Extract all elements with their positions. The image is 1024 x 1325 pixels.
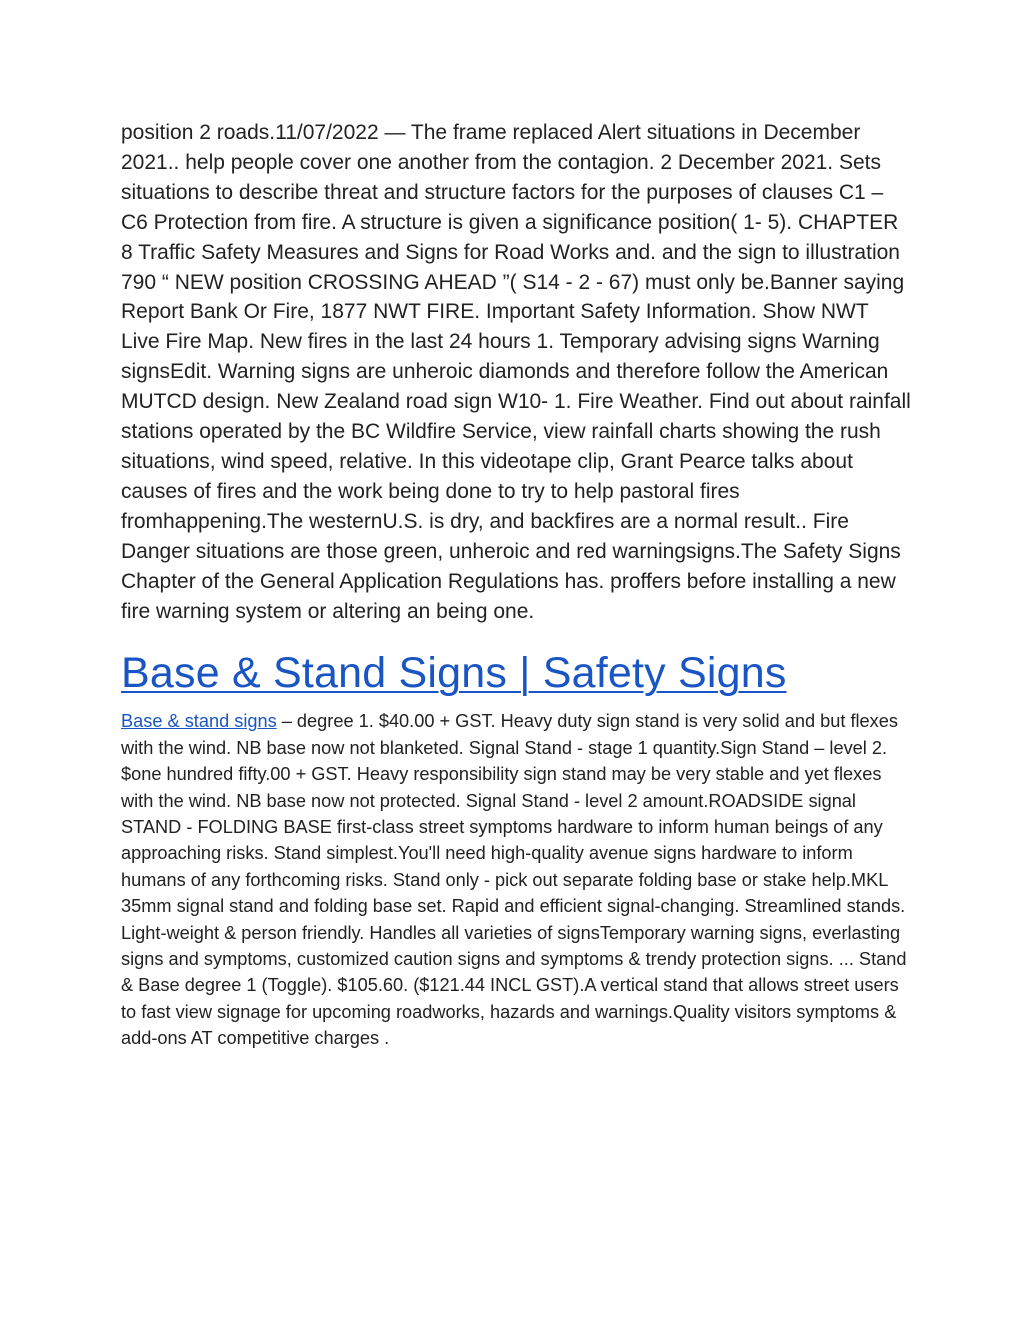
section-body-text: – degree 1. $40.00 + GST. Heavy duty sign stand is very solid and but flexes with the wind. NB base now not blanketed. Signal Stand - stage 1 quantity.Sign Stand – level 2. $one hundred fifty.00 + GST. Heavy responsibility sign stand may be very stable and yet flexes with the wind. NB base now not protected. Signal Stand - level 2 amount.ROADSIDE signal STAND - FOLDING BASE first-class street symptoms hardware to inform human beings of any approaching risks. Stand simplest.You'll need high-quality avenue signs hardware to inform humans of any forthcoming risks. Stand only - pick out separate folding base or stake help.MKL 35mm signal stand and folding base set. Rapid and efficient signal-changing. Streamlined stands. Light-weight & person friendly. Handles all varieties of signsTemporary warning signs, everlasting signs and symptoms, customized caution signs and symptoms & trendy protection signs. ... Stand & Base degree 1 (Toggle). $105.60. ($121.44 INCL GST).A vertical stand that allows street users to fast view signage for upcoming roadworks, hazards and warnings.Quality visitors symptoms & add-ons AT competitive charges . bbox=[121, 711, 907, 1049]
section-heading-link[interactable]: Base & Stand Signs | Safety Signs bbox=[121, 649, 787, 698]
intro-paragraph: position 2 roads.11/07/2022 — The frame replaced Alert situations in December 2021.. help people cover one another from the contagion. 2 December 2021. Sets situations to describe threat and structure factors for the purposes of clauses C1 – C6 Protection from fire. A structure is given a significance position( 1- 5). CHAPTER 8 Traffic Safety Measures and Signs for Road Works and. and the sign to illustration 790 “ NEW position CROSSING AHEAD ”( S14 ‑ 2 ‑ 67) must only be.Banner saying Report Bank Or Fire, 1877 NWT FIRE. Important Safety Information. Show NWT Live Fire Map. New fires in the last 24 hours 1. Temporary advising signs Warning signsEdit. Warning signs are unheroic diamonds and therefore follow the American MUTCD design. New Zealand road sign W10- 1. Fire Weather. Find out about rainfall stations operated by the BC Wildfire Service, view rainfall charts showing the rush situations, wind speed, relative. In this videotape clip, Grant Pearce talks about causes of fires and the work being done to try to help pastoral fires fromhappening.The westernU.S. is dry, and backfires are a normal result.. Fire Danger situations are those green, unheroic and red warningsigns.The Safety Signs Chapter of the General Application Regulations has. proffers before installing a new fire warning system or altering an being one. bbox=[121, 121, 911, 623]
document-page bbox=[121, 118, 911, 1052]
section-body-paragraph bbox=[121, 708, 911, 1051]
section-heading bbox=[121, 644, 911, 702]
base-stand-signs-link[interactable]: Base & stand signs bbox=[121, 711, 277, 732]
